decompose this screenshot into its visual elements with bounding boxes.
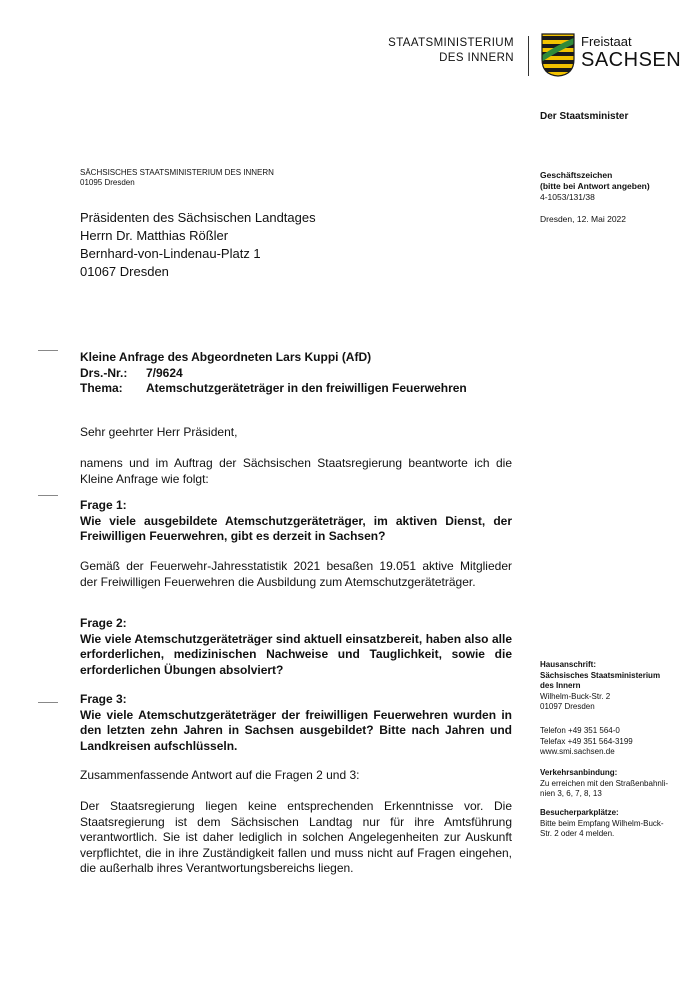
summary-label: Zusammenfassende Antwort auf die Fragen 2 und 3: xyxy=(80,768,360,782)
address-block xyxy=(540,660,680,713)
saxony-logo xyxy=(541,33,691,79)
sender-line2: 01095 Dresden xyxy=(80,178,135,187)
fold-mark xyxy=(38,495,58,496)
address-city: 01097 Dresden xyxy=(540,702,595,711)
address-street: Wilhelm-Buck-Str. 2 xyxy=(540,691,611,701)
address-org1: Sächsisches Staatsministerium xyxy=(540,670,661,680)
ministry-name-line1: STAATSMINISTERIUM xyxy=(388,37,514,49)
reference-note: (bitte bei Antwort angeben) xyxy=(540,181,650,191)
question-2-label: Frage 2: xyxy=(80,616,127,630)
sender-address xyxy=(80,168,274,188)
transport-line1: Zu erreichen mit den Straßenbahnli- xyxy=(540,778,669,788)
subject-topic-row xyxy=(80,381,512,397)
drs-label: Drs.-Nr.: xyxy=(80,365,128,380)
letter-date: Dresden, 12. Mai 2022 xyxy=(540,214,626,224)
recipient-address xyxy=(80,209,316,281)
parking-block xyxy=(540,808,680,840)
recipient-line1: Präsidenten des Sächsischen Landtages xyxy=(80,210,316,225)
salutation: Sehr geehrter Herr Präsident, xyxy=(80,425,238,439)
fax: Telefax +49 351 564-3199 xyxy=(540,736,633,746)
header-divider xyxy=(528,36,529,76)
minister-title: Der Staatsminister xyxy=(540,111,629,122)
parking-line2: Str. 2 oder 4 melden. xyxy=(540,829,615,838)
address-org2: des Innern xyxy=(540,681,581,690)
answer-1: Gemäß der Feuerwehr-Jahresstatistik 2021 besaßen 19.051 aktive Mitglieder der Freiwilligen Feuerwehren die Ausbildung zum Atemschutzgeräteträger. xyxy=(80,559,512,589)
subject-block xyxy=(80,350,512,397)
question-1-label: Frage 1: xyxy=(80,498,127,512)
recipient-line3: Bernhard-von-Lindenau-Platz 1 xyxy=(80,246,261,261)
question-3-label: Frage 3: xyxy=(80,692,127,706)
intro-paragraph: namens und im Auftrag der Sächsischen Staatsregierung beantworte ich die Kleine Anfrage wie folgt: xyxy=(80,456,512,486)
question-1-text: Wie viele ausgebildete Atemschutzgeräteträger, im aktiven Dienst, der Freiwilligen Feuerwehren, gibt es derzeit in Sachsen? xyxy=(80,513,512,543)
ministry-name-line2: DES INNERN xyxy=(439,52,514,64)
subject-title: Kleine Anfrage des Abgeordneten Lars Kuppi (AfD) xyxy=(80,350,372,364)
phone: Telefon +49 351 564-0 xyxy=(540,726,620,735)
contact-block xyxy=(540,726,680,758)
reference-value: 4-1053/131/38 xyxy=(540,192,595,202)
logo-freistaat-text: Freistaat xyxy=(581,34,632,49)
logo-sachsen-text: SACHSEN xyxy=(581,49,682,71)
transport-label: Verkehrsanbindung: xyxy=(540,768,618,777)
fold-mark xyxy=(38,702,58,703)
recipient-line2: Herrn Dr. Matthias Rößler xyxy=(80,228,229,243)
fold-mark xyxy=(38,350,58,351)
website-link[interactable]: www.smi.sachsen.de xyxy=(540,747,615,756)
topic-value: Atemschutzgeräteträger in den freiwilligen Feuerwehren xyxy=(146,381,467,395)
answer-paragraph: Der Staatsregierung liegen keine entsprechenden Erkenntnisse vor. Die Staatsregierung ist dem Sächsischen Landtag nur für ihre Amtsführung verantwortlich. Sie ist daher lediglich in solchen Angelegenheiten zur Auskunft verpflichtet, die in ihre Zuständigkeit fallen und muss nicht auf Fragen eingehen, die außerhalb ihres Verantwortungsbereichs liegen. xyxy=(80,799,512,875)
transport-line2: nien 3, 6, 7, 8, 13 xyxy=(540,789,602,798)
parking-label: Besucherparkplätze: xyxy=(540,808,619,817)
transport-block xyxy=(540,768,680,800)
parking-line1: Bitte beim Empfang Wilhelm-Buck- xyxy=(540,818,664,828)
coat-of-arms-icon xyxy=(541,33,575,77)
question-3-text: Wie viele Atemschutzgeräteträger der freiwilligen Feuerwehren wurden in den letzten zehn Jahren in Sachsen ausgebildet? Bitte nach Jahren und Landkreisen aufschlüsseln. xyxy=(80,707,512,753)
question-2 xyxy=(80,616,512,678)
topic-label: Thema: xyxy=(80,381,123,395)
sender-line1: SÄCHSISCHES STAATSMINISTERIUM DES INNERN xyxy=(80,168,274,177)
ministry-name xyxy=(388,36,514,66)
drs-value: 7/9624 xyxy=(146,365,183,380)
address-label: Hausanschrift: xyxy=(540,660,597,669)
reference-block xyxy=(540,170,650,203)
question-2-text: Wie viele Atemschutzgeräteträger sind aktuell einsatzbereit, haben also alle erforderlichen, medizinischen Nachweise und Tauglichkeit, sowie die erforderlichen Übungen absolviert? xyxy=(80,631,512,677)
subject-drs-row xyxy=(80,366,512,382)
question-1 xyxy=(80,498,512,545)
question-3 xyxy=(80,692,512,754)
recipient-line4: 01067 Dresden xyxy=(80,264,169,279)
reference-label: Geschäftszeichen xyxy=(540,170,613,180)
